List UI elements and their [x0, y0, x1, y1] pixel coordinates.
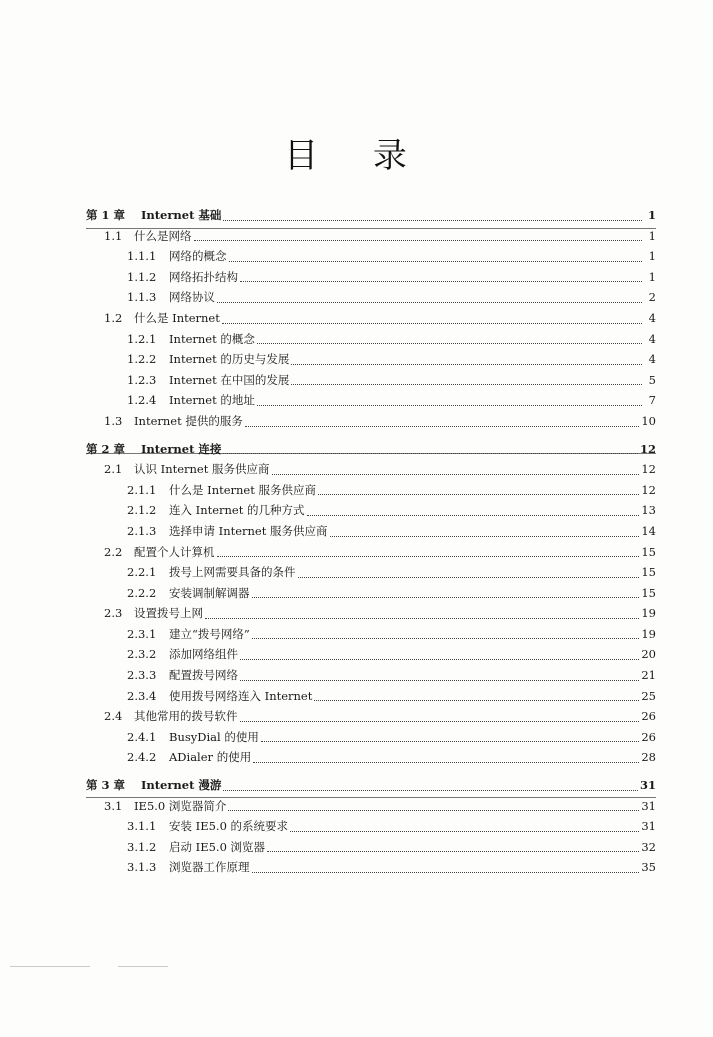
toc-entry-number: 2.2.2 [127, 585, 157, 600]
toc-entry-number: 2.1.2 [127, 503, 157, 518]
dot-leader [245, 426, 639, 427]
toc-entry-title: IE5.0 浏览器简介 [134, 798, 227, 813]
toc-entry-page: 4 [648, 352, 656, 367]
toc-entry-title: Internet 提供的服务 [134, 413, 243, 428]
dot-leader [330, 536, 640, 537]
toc-entry-chapter[interactable] [86, 441, 656, 462]
dot-leader [291, 384, 642, 385]
dot-leader [257, 405, 642, 406]
toc-entry-page: 5 [648, 372, 656, 387]
toc-entry-page: 1 [648, 269, 656, 284]
toc-entry-title: 其他常用的拨号软件 [134, 709, 238, 724]
toc-entry-level2[interactable] [86, 729, 656, 750]
toc-entry-number: 1.1.3 [127, 290, 157, 305]
toc-entry-title: 什么是网络 [134, 228, 192, 243]
toc-entry-level2[interactable] [86, 269, 656, 290]
toc-entry-number: 2.2 [104, 544, 123, 559]
dot-leader [194, 240, 643, 241]
toc-entry-level2[interactable] [86, 818, 656, 839]
toc-entry-number: 2.1.3 [127, 523, 157, 538]
toc-entry-title: Internet 基础 [141, 208, 222, 222]
toc-entry-page: 26 [641, 729, 656, 744]
toc-entry-title: 配置拨号网络 [169, 668, 238, 683]
dot-leader [314, 700, 639, 701]
toc-entry-number: 1.1.2 [127, 269, 157, 284]
toc-entry-number: 1.2 [104, 310, 123, 325]
toc-entry-level1[interactable] [86, 605, 656, 626]
toc-entry-page: 7 [648, 393, 656, 408]
toc-entry-level2[interactable] [86, 585, 656, 606]
toc-entry-level2[interactable] [86, 331, 656, 352]
toc-entry-page: 35 [641, 860, 656, 875]
toc-entry-number: 第 1 章 [86, 208, 126, 222]
toc-entry-chapter[interactable] [86, 207, 656, 228]
toc-entry-title: 使用拨号网络连入 Internet [169, 688, 313, 703]
dot-leader [223, 220, 642, 221]
dot-leader [229, 261, 643, 262]
chapter-gap [86, 770, 656, 777]
toc-entry-level1[interactable] [86, 798, 656, 819]
toc-entry-number: 第 3 章 [86, 778, 126, 793]
toc-entry-level2[interactable] [86, 839, 656, 860]
toc-entry-number: 2.3.4 [127, 688, 157, 703]
toc-entry-page: 12 [639, 441, 656, 456]
dot-leader [261, 741, 640, 742]
toc-entry-title: 网络的概念 [169, 249, 227, 264]
toc-entry-number: 1.2.1 [127, 331, 157, 346]
toc-entry-level2[interactable] [86, 248, 656, 269]
toc-entry-title: 安装调制解调器 [169, 585, 250, 600]
toc-entry-level2[interactable] [86, 502, 656, 523]
toc-entry-page: 19 [641, 606, 656, 621]
toc-entry-page: 31 [641, 798, 656, 813]
dot-leader [252, 638, 640, 639]
dot-leader [267, 851, 639, 852]
toc-entry-title: 什么是 Internet 服务供应商 [169, 482, 317, 497]
toc-entry-page: 15 [641, 544, 656, 559]
toc-entry-chapter[interactable] [86, 777, 656, 798]
toc-entry-number: 1.2.3 [127, 372, 157, 387]
toc-entry-title: Internet 的地址 [169, 393, 255, 408]
dot-leader [240, 659, 639, 660]
toc-entry-level1[interactable] [86, 544, 656, 565]
toc-entry-level1[interactable] [86, 228, 656, 249]
toc-entry-number: 2.3 [104, 606, 123, 621]
dot-leader [217, 302, 642, 303]
toc-entry-number: 2.4 [104, 709, 123, 724]
toc-entry-page: 4 [648, 331, 656, 346]
dot-leader [223, 453, 638, 454]
toc-entry-page: 12 [641, 482, 656, 497]
toc-entry-page: 4 [648, 310, 656, 325]
page-title: 目 录 [284, 136, 429, 176]
toc-entry-title: 认识 Internet 服务供应商 [134, 462, 270, 477]
toc-entry-number: 3.1 [104, 798, 123, 813]
dot-leader [257, 343, 642, 344]
toc-entry-level1[interactable] [86, 708, 656, 729]
toc-entry-number: 3.1.2 [127, 839, 157, 854]
toc-entry-level2[interactable] [86, 523, 656, 544]
toc-entry-number: 2.4.2 [127, 750, 157, 765]
dot-leader [217, 556, 640, 557]
toc-entry-number: 1.2.2 [127, 352, 157, 367]
toc-entry-page: 31 [639, 778, 656, 793]
toc-entry-page: 26 [641, 709, 656, 724]
toc-entry-level2[interactable] [86, 351, 656, 372]
toc-entry-title: 网络拓扑结构 [169, 269, 238, 284]
toc-entry-page: 14 [641, 523, 656, 538]
toc-entry-title: Internet 在中国的发展 [169, 372, 290, 387]
toc-entry-level1[interactable] [86, 461, 656, 482]
dot-leader [240, 680, 639, 681]
toc-entry-level2[interactable] [86, 688, 656, 709]
toc-entry-number: 2.4.1 [127, 729, 157, 744]
toc-entry-level2[interactable] [86, 667, 656, 688]
toc-entry-page: 15 [641, 565, 656, 580]
toc-entry-number: 2.3.2 [127, 647, 157, 662]
toc-entry-page: 1 [647, 208, 656, 222]
toc-entry-number: 1.1.1 [127, 249, 157, 264]
toc-entry-page: 15 [641, 585, 656, 600]
toc-entry-number: 2.3.1 [127, 626, 157, 641]
toc-entry-number: 第 2 章 [86, 441, 126, 456]
toc-entry-title: 什么是 Internet [134, 310, 220, 325]
toc-entry-level2[interactable] [86, 626, 656, 647]
dot-leader [298, 577, 640, 578]
toc-entry-title: ADialer 的使用 [169, 750, 252, 765]
toc-entry-number: 2.1.1 [127, 482, 157, 497]
toc-entry-page: 12 [641, 462, 656, 477]
toc-entry-level2[interactable] [86, 289, 656, 310]
toc-entry-title: 启动 IE5.0 浏览器 [169, 839, 266, 854]
toc-entry-level1[interactable] [86, 413, 656, 434]
dot-leader [240, 281, 642, 282]
toc-entry-page: 20 [641, 647, 656, 662]
dot-leader [318, 494, 639, 495]
toc-entry-page: 28 [641, 750, 656, 765]
toc-entry-level2[interactable] [86, 482, 656, 503]
toc-entry-page: 21 [641, 668, 656, 683]
toc-entry-level2[interactable] [86, 646, 656, 667]
toc-entry-level1[interactable] [86, 310, 656, 331]
toc-entry-number: 1.3 [104, 413, 123, 428]
toc-entry-page: 31 [641, 819, 656, 834]
dot-leader [272, 474, 640, 475]
toc-entry-number: 3.1.3 [127, 860, 157, 875]
toc-entry-page: 13 [641, 503, 656, 518]
dot-leader [205, 618, 639, 619]
toc-entry-title: 配置个人计算机 [134, 544, 215, 559]
toc-entry-level2[interactable] [86, 564, 656, 585]
toc-entry-title: Internet 的概念 [169, 331, 255, 346]
table-of-contents [86, 207, 656, 880]
dot-leader [307, 515, 640, 516]
toc-entry-page: 25 [641, 688, 656, 703]
scan-artifact [10, 966, 90, 967]
toc-entry-number: 3.1.1 [127, 819, 157, 834]
toc-entry-page: 10 [641, 413, 656, 428]
toc-entry-title: BusyDial 的使用 [169, 729, 259, 744]
dot-leader [291, 364, 642, 365]
dot-leader [252, 597, 640, 598]
dot-leader [223, 790, 638, 791]
dot-leader [290, 831, 639, 832]
toc-entry-title: 设置拨号上网 [134, 606, 203, 621]
toc-entry-level2[interactable] [86, 859, 656, 880]
toc-entry-page: 2 [648, 290, 656, 305]
toc-entry-page: 1 [648, 228, 656, 243]
dot-leader [240, 721, 640, 722]
toc-entry-title: 连入 Internet 的几种方式 [169, 503, 305, 518]
toc-entry-level2[interactable] [86, 749, 656, 770]
toc-entry-number: 2.1 [104, 462, 123, 477]
toc-entry-number: 1.2.4 [127, 393, 157, 408]
toc-entry-number: 2.3.3 [127, 668, 157, 683]
toc-entry-title: 选择申请 Internet 服务供应商 [169, 523, 328, 538]
toc-entry-title: 浏览器工作原理 [169, 860, 250, 875]
toc-entry-title: Internet 连接 [141, 441, 222, 456]
toc-entry-page: 32 [641, 839, 656, 854]
toc-entry-title: 拨号上网需要具备的条件 [169, 565, 296, 580]
dot-leader [228, 810, 639, 811]
toc-entry-level2[interactable] [86, 372, 656, 393]
toc-entry-title: 添加网络组件 [169, 647, 238, 662]
scan-artifact [118, 966, 168, 967]
toc-entry-title: 建立“拨号网络” [169, 626, 250, 641]
toc-entry-title: 网络协议 [169, 290, 215, 305]
toc-entry-page: 1 [648, 249, 656, 264]
toc-entry-title: 安装 IE5.0 的系统要求 [169, 819, 289, 834]
toc-entry-title: Internet 漫游 [141, 778, 222, 793]
toc-entry-title: Internet 的历史与发展 [169, 352, 290, 367]
dot-leader [252, 872, 640, 873]
toc-entry-number: 2.2.1 [127, 565, 157, 580]
toc-entry-number: 1.1 [104, 228, 123, 243]
chapter-gap [86, 434, 656, 441]
dot-leader [253, 762, 639, 763]
dot-leader [222, 323, 642, 324]
toc-entry-level2[interactable] [86, 392, 656, 413]
toc-entry-page: 19 [641, 626, 656, 641]
